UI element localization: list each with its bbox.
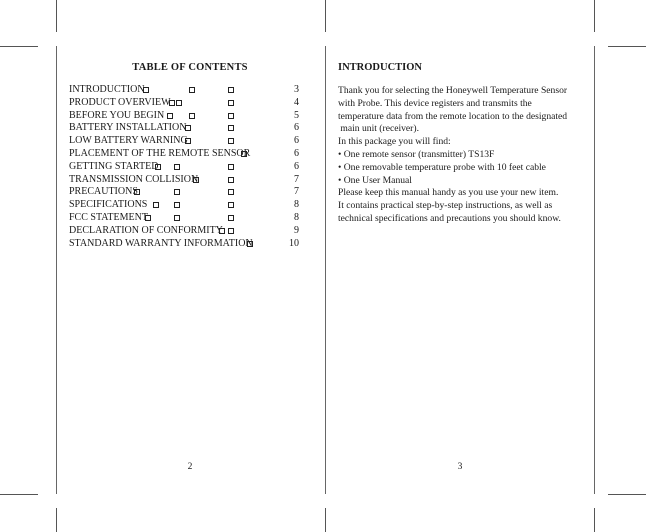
toc-entry[interactable] <box>69 212 299 225</box>
box-glyph-icon <box>228 138 234 144</box>
box-glyph-icon <box>228 87 234 93</box>
intro-line: Please keep this manual handy as you use your new item. <box>338 187 559 199</box>
toc-entry[interactable] <box>69 186 299 199</box>
crop-mark <box>594 0 595 32</box>
box-glyph-icon <box>176 100 182 106</box>
toc-entry[interactable] <box>69 135 299 148</box>
right-page <box>326 46 594 494</box>
bullet-item: • One remote sensor (transmitter) TS13F <box>338 148 495 160</box>
toc-entry-page: 7 <box>294 186 299 198</box>
toc-entry-title: PRODUCT OVERVIEW <box>69 96 171 108</box>
toc-entry[interactable] <box>69 110 299 123</box>
box-glyph-icon <box>155 164 161 170</box>
crop-mark <box>325 508 326 532</box>
crop-mark <box>56 0 57 32</box>
toc-entry-title: GETTING STARTED <box>69 160 159 172</box>
toc-entry[interactable] <box>69 238 299 251</box>
box-glyph-icon <box>189 113 195 119</box>
box-glyph-icon <box>228 215 234 221</box>
box-glyph-icon <box>189 87 195 93</box>
box-glyph-icon <box>228 177 234 183</box>
crop-mark <box>325 0 326 32</box>
toc-entry-page: 8 <box>294 211 299 223</box>
toc-entry[interactable] <box>69 161 299 174</box>
crop-mark <box>594 508 595 532</box>
box-glyph-icon <box>174 189 180 195</box>
intro-body <box>338 85 588 226</box>
toc-entry[interactable] <box>69 199 299 212</box>
box-glyph-icon <box>174 215 180 221</box>
toc-entry-page: 4 <box>294 96 299 108</box>
toc-entry-page: 10 <box>289 237 299 249</box>
box-glyph-icon <box>228 202 234 208</box>
toc-entry-title: BATTERY INSTALLATION <box>69 122 187 134</box>
box-glyph-icon <box>153 202 159 208</box>
toc-entry-title: TRANSMISSION COLLISION <box>69 173 199 185</box>
toc-entry-page: 3 <box>294 84 299 95</box>
box-glyph-icon <box>143 87 149 93</box>
toc-title: TABLE OF CONTENTS <box>132 62 248 73</box>
box-glyph-icon <box>185 125 191 131</box>
bullet-item: • One User Manual <box>338 174 412 186</box>
page-number-left: 2 <box>187 462 193 472</box>
bullet-item: • One removable temperature probe with 10 feet cable <box>338 161 546 173</box>
toc-entry-page: 5 <box>294 109 299 121</box>
toc-entry-page: 9 <box>294 224 299 236</box>
crop-mark <box>608 46 646 47</box>
toc-entry-page: 6 <box>294 147 299 159</box>
toc-entry-title: SPECIFICATIONS <box>69 199 148 211</box>
toc-entry[interactable] <box>69 225 299 238</box>
right-page-border <box>594 46 595 494</box>
toc-entry-title: STANDARD WARRANTY INFORMATION <box>69 237 253 249</box>
box-glyph-icon <box>228 100 234 106</box>
toc-entry-title: DECLARATION OF CONFORMITY <box>69 224 223 236</box>
box-glyph-icon <box>174 164 180 170</box>
left-page <box>56 46 324 494</box>
toc-entry-title: FCC STATEMENT <box>69 211 148 223</box>
intro-line: It contains practical step-by-step instructions, as well as <box>338 200 553 212</box>
box-glyph-icon <box>167 113 173 119</box>
crop-mark <box>0 494 38 495</box>
crop-mark <box>0 46 38 47</box>
crop-mark <box>608 494 646 495</box>
box-glyph-icon <box>145 215 151 221</box>
toc-list <box>69 84 299 250</box>
box-glyph-icon <box>169 100 175 106</box>
toc-entry[interactable] <box>69 174 299 187</box>
toc-entry-title: PLACEMENT OF THE REMOTE SENSOR <box>69 147 251 159</box>
box-glyph-icon <box>193 177 199 183</box>
box-glyph-icon <box>247 241 253 247</box>
box-glyph-icon <box>134 189 140 195</box>
toc-entry-page: 6 <box>294 135 299 147</box>
toc-entry-page: 8 <box>294 199 299 211</box>
intro-heading: INTRODUCTION <box>338 62 423 73</box>
toc-entry[interactable] <box>69 97 299 110</box>
intro-line: temperature data from the remote location to the designated <box>338 110 568 122</box>
box-glyph-icon <box>228 189 234 195</box>
box-glyph-icon <box>241 151 247 157</box>
intro-line: main unit (receiver). <box>338 123 419 135</box>
toc-entry[interactable] <box>69 122 299 135</box>
box-glyph-icon <box>228 125 234 131</box>
toc-entry[interactable] <box>69 148 299 161</box>
box-glyph-icon <box>174 202 180 208</box>
box-glyph-icon <box>185 138 191 144</box>
intro-line: In this package you will find: <box>338 136 451 148</box>
toc-entry-title: INTRODUCTION <box>69 84 145 95</box>
box-glyph-icon <box>228 164 234 170</box>
intro-line: with Probe. This device registers and transmits the <box>338 97 532 109</box>
box-glyph-icon <box>228 113 234 119</box>
crop-mark <box>56 508 57 532</box>
toc-entry-title: PRECAUTIONS <box>69 186 138 198</box>
toc-entry-title: BEFORE YOU BEGIN <box>69 109 165 121</box>
toc-entry-page: 6 <box>294 122 299 134</box>
page-number-right: 3 <box>457 462 463 472</box>
toc-entry-page: 6 <box>294 160 299 172</box>
intro-line: Thank you for selecting the Honeywell Temperature Sensor <box>338 85 568 96</box>
box-glyph-icon <box>219 228 225 234</box>
toc-entry-page: 7 <box>294 173 299 185</box>
toc-entry-title: LOW BATTERY WARNING <box>69 135 188 147</box>
intro-line: technical specifications and precautions you should know. <box>338 212 561 224</box>
box-glyph-icon <box>228 228 234 234</box>
toc-entry[interactable] <box>69 84 299 97</box>
